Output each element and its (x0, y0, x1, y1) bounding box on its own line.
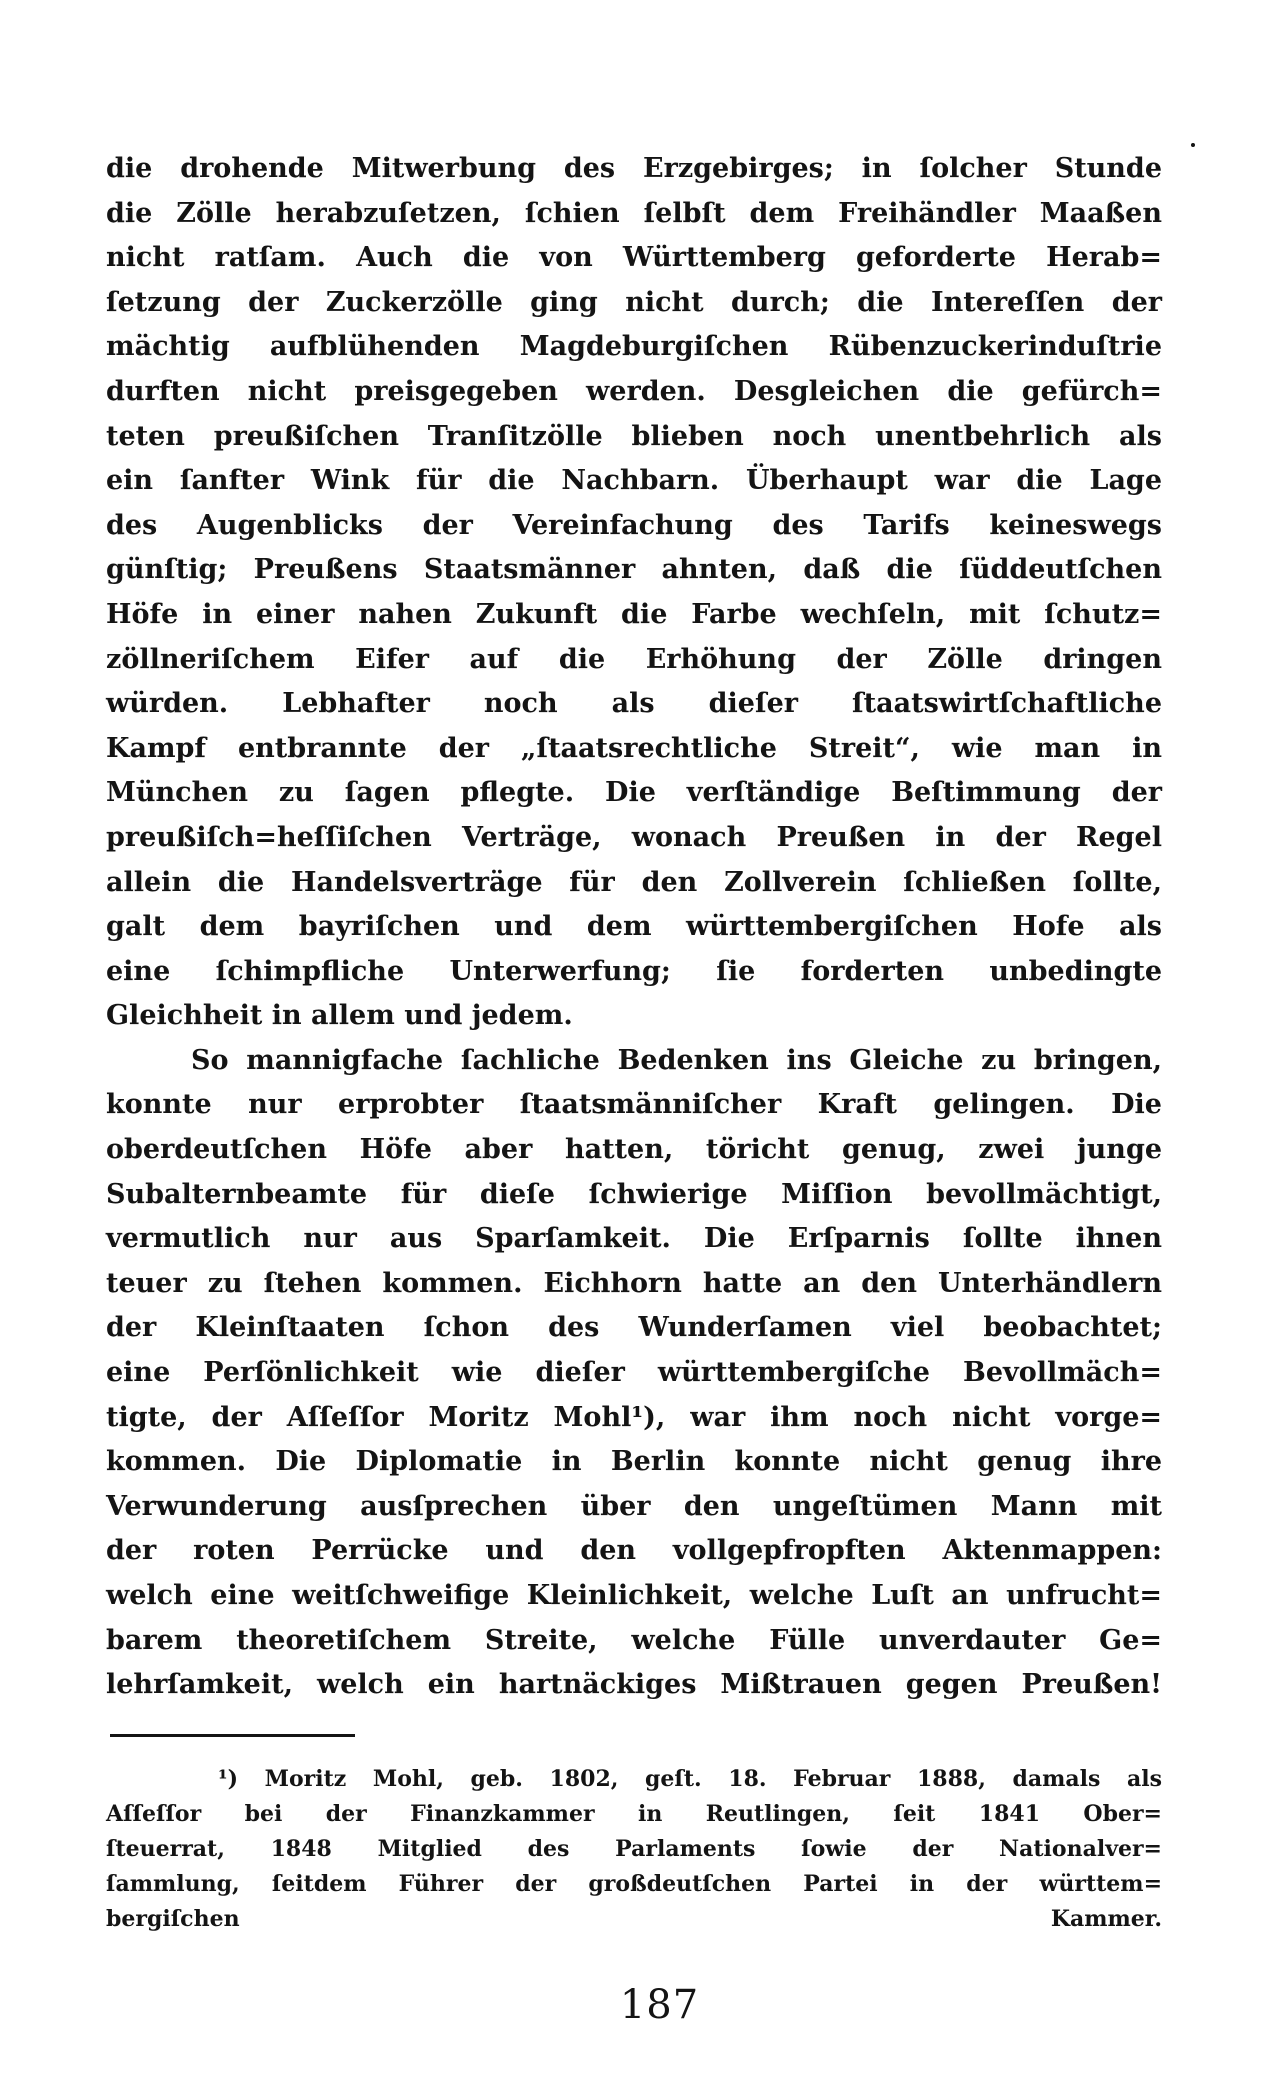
text-line: der Kleinſtaaten ſchon des Wunderſamen viel beobachtet; (106, 1312, 1162, 1344)
text-line: mächtig aufblühenden Magdeburgiſchen Rübenzuckerinduſtrie (106, 331, 1162, 363)
text-line: teten preußiſchen Tranſitzölle blieben noch unentbehrlich als (106, 420, 1162, 452)
text-line: preußiſch=heſſiſchen Verträge, wonach Preußen in der Regel (106, 821, 1162, 853)
text-line: galt dem bayriſchen und dem württembergiſchen Hofe als (106, 911, 1162, 943)
text-line: eine Perſönlichkeit wie dieſer württembergiſche Bevollmäch= (106, 1357, 1162, 1389)
text-line: günſtig; Preußens Staatsmänner ahnten, daß die ſüddeutſchen (106, 554, 1162, 586)
text-line: vermutlich nur aus Sparſamkeit. Die Erſparnis ſollte ihnen (106, 1223, 1162, 1255)
footnote-separator-rule (110, 1734, 355, 1737)
footnote-block (106, 1762, 1162, 1937)
text-line: Gleichheit in allem und jedem. (106, 1000, 573, 1032)
scan-speck (1191, 143, 1195, 147)
text-line: zöllneriſchem Eifer auf die Erhöhung der Zölle dringen (106, 643, 1162, 675)
text-line: So mannigfache ſachliche Bedenken ins Gleiche zu bringen, (191, 1044, 1162, 1076)
text-line: würden. Lebhafter noch als dieſer ſtaatswirtſchaftliche (106, 688, 1162, 720)
text-line: kommen. Die Diplomatie in Berlin konnte nicht genug ihre (106, 1446, 1162, 1478)
text-line: ſetzung der Zuckerzölle ging nicht durch; die Intereſſen der (106, 286, 1162, 318)
main-text-block (106, 147, 1162, 1708)
footnote-line: ſteuerrat, 1848 Mitglied des Parlaments ſowie der Nationalver= (106, 1836, 1162, 1862)
text-line: der roten Perrücke und den vollgepfropften Aktenmappen: (106, 1535, 1162, 1567)
text-line: durften nicht preisgegeben werden. Desgleichen die gefürch= (106, 375, 1162, 407)
text-line: konnte nur erprobter ſtaatsmänniſcher Kraft gelingen. Die (106, 1089, 1162, 1121)
footnote-line: Aſſeſſor bei der Finanzkammer in Reutlingen, ſeit 1841 Ober= (106, 1801, 1162, 1827)
text-line: ein ſanfter Wink für die Nachbarn. Überhaupt war die Lage (106, 465, 1162, 497)
text-line: allein die Handelsverträge für den Zollverein ſchließen ſollte, (106, 866, 1162, 898)
text-line: tigte, der Aſſeſſor Moritz Mohl¹), war ihm noch nicht vorge= (106, 1401, 1162, 1433)
text-line: barem theoretiſchem Streite, welche Fülle unverdauter Ge= (106, 1624, 1162, 1656)
text-line: oberdeutſchen Höfe aber hatten, töricht genug, zwei junge (106, 1134, 1162, 1166)
text-line: Verwunderung ausſprechen über den ungeſtümen Mann mit (106, 1490, 1162, 1522)
text-line: lehrſamkeit, welch ein hartnäckiges Mißtrauen gegen Preußen! (106, 1669, 1162, 1701)
text-line: die Zölle herabzuſetzen, ſchien ſelbſt dem Freihändler Maaßen (106, 197, 1162, 229)
text-line: des Augenblicks der Vereinfachung des Tarifs keineswegs (106, 509, 1162, 541)
text-line: Kampf entbrannte der „ſtaatsrechtliche Streit“, wie man in (106, 732, 1162, 764)
text-line: teuer zu ſtehen kommen. Eichhorn hatte an den Unterhändlern (106, 1267, 1162, 1299)
text-line: München zu ſagen pflegte. Die verſtändige Beſtimmung der (106, 777, 1162, 809)
footnote-line: ſammlung, ſeitdem Führer der großdeutſchen Partei in der württem= (106, 1871, 1162, 1897)
text-line: nicht ratſam. Auch die von Württemberg geforderte Herab= (106, 242, 1162, 274)
text-line: Höfe in einer nahen Zukunft die Farbe wechſeln, mit ſchutz= (106, 598, 1162, 630)
footnote-line: bergiſchen Kammer. (106, 1906, 1162, 1932)
text-line: Subalternbeamte für dieſe ſchwierige Miſſion bevollmächtigt, (106, 1178, 1162, 1210)
text-line: welch eine weitſchweifige Kleinlichkeit, welche Luſt an unfrucht= (106, 1580, 1162, 1611)
page-number: 187 (619, 1982, 700, 2028)
text-line: die drohende Mitwerbung des Erzgebirges; in ſolcher Stunde (106, 153, 1162, 184)
text-line: eine ſchimpfliche Unterwerfung; ſie forderten unbedingte (106, 955, 1162, 987)
footnote-line: ¹) Moritz Mohl, geb. 1802, geſt. 18. Februar 1888, damals als (218, 1766, 1162, 1792)
